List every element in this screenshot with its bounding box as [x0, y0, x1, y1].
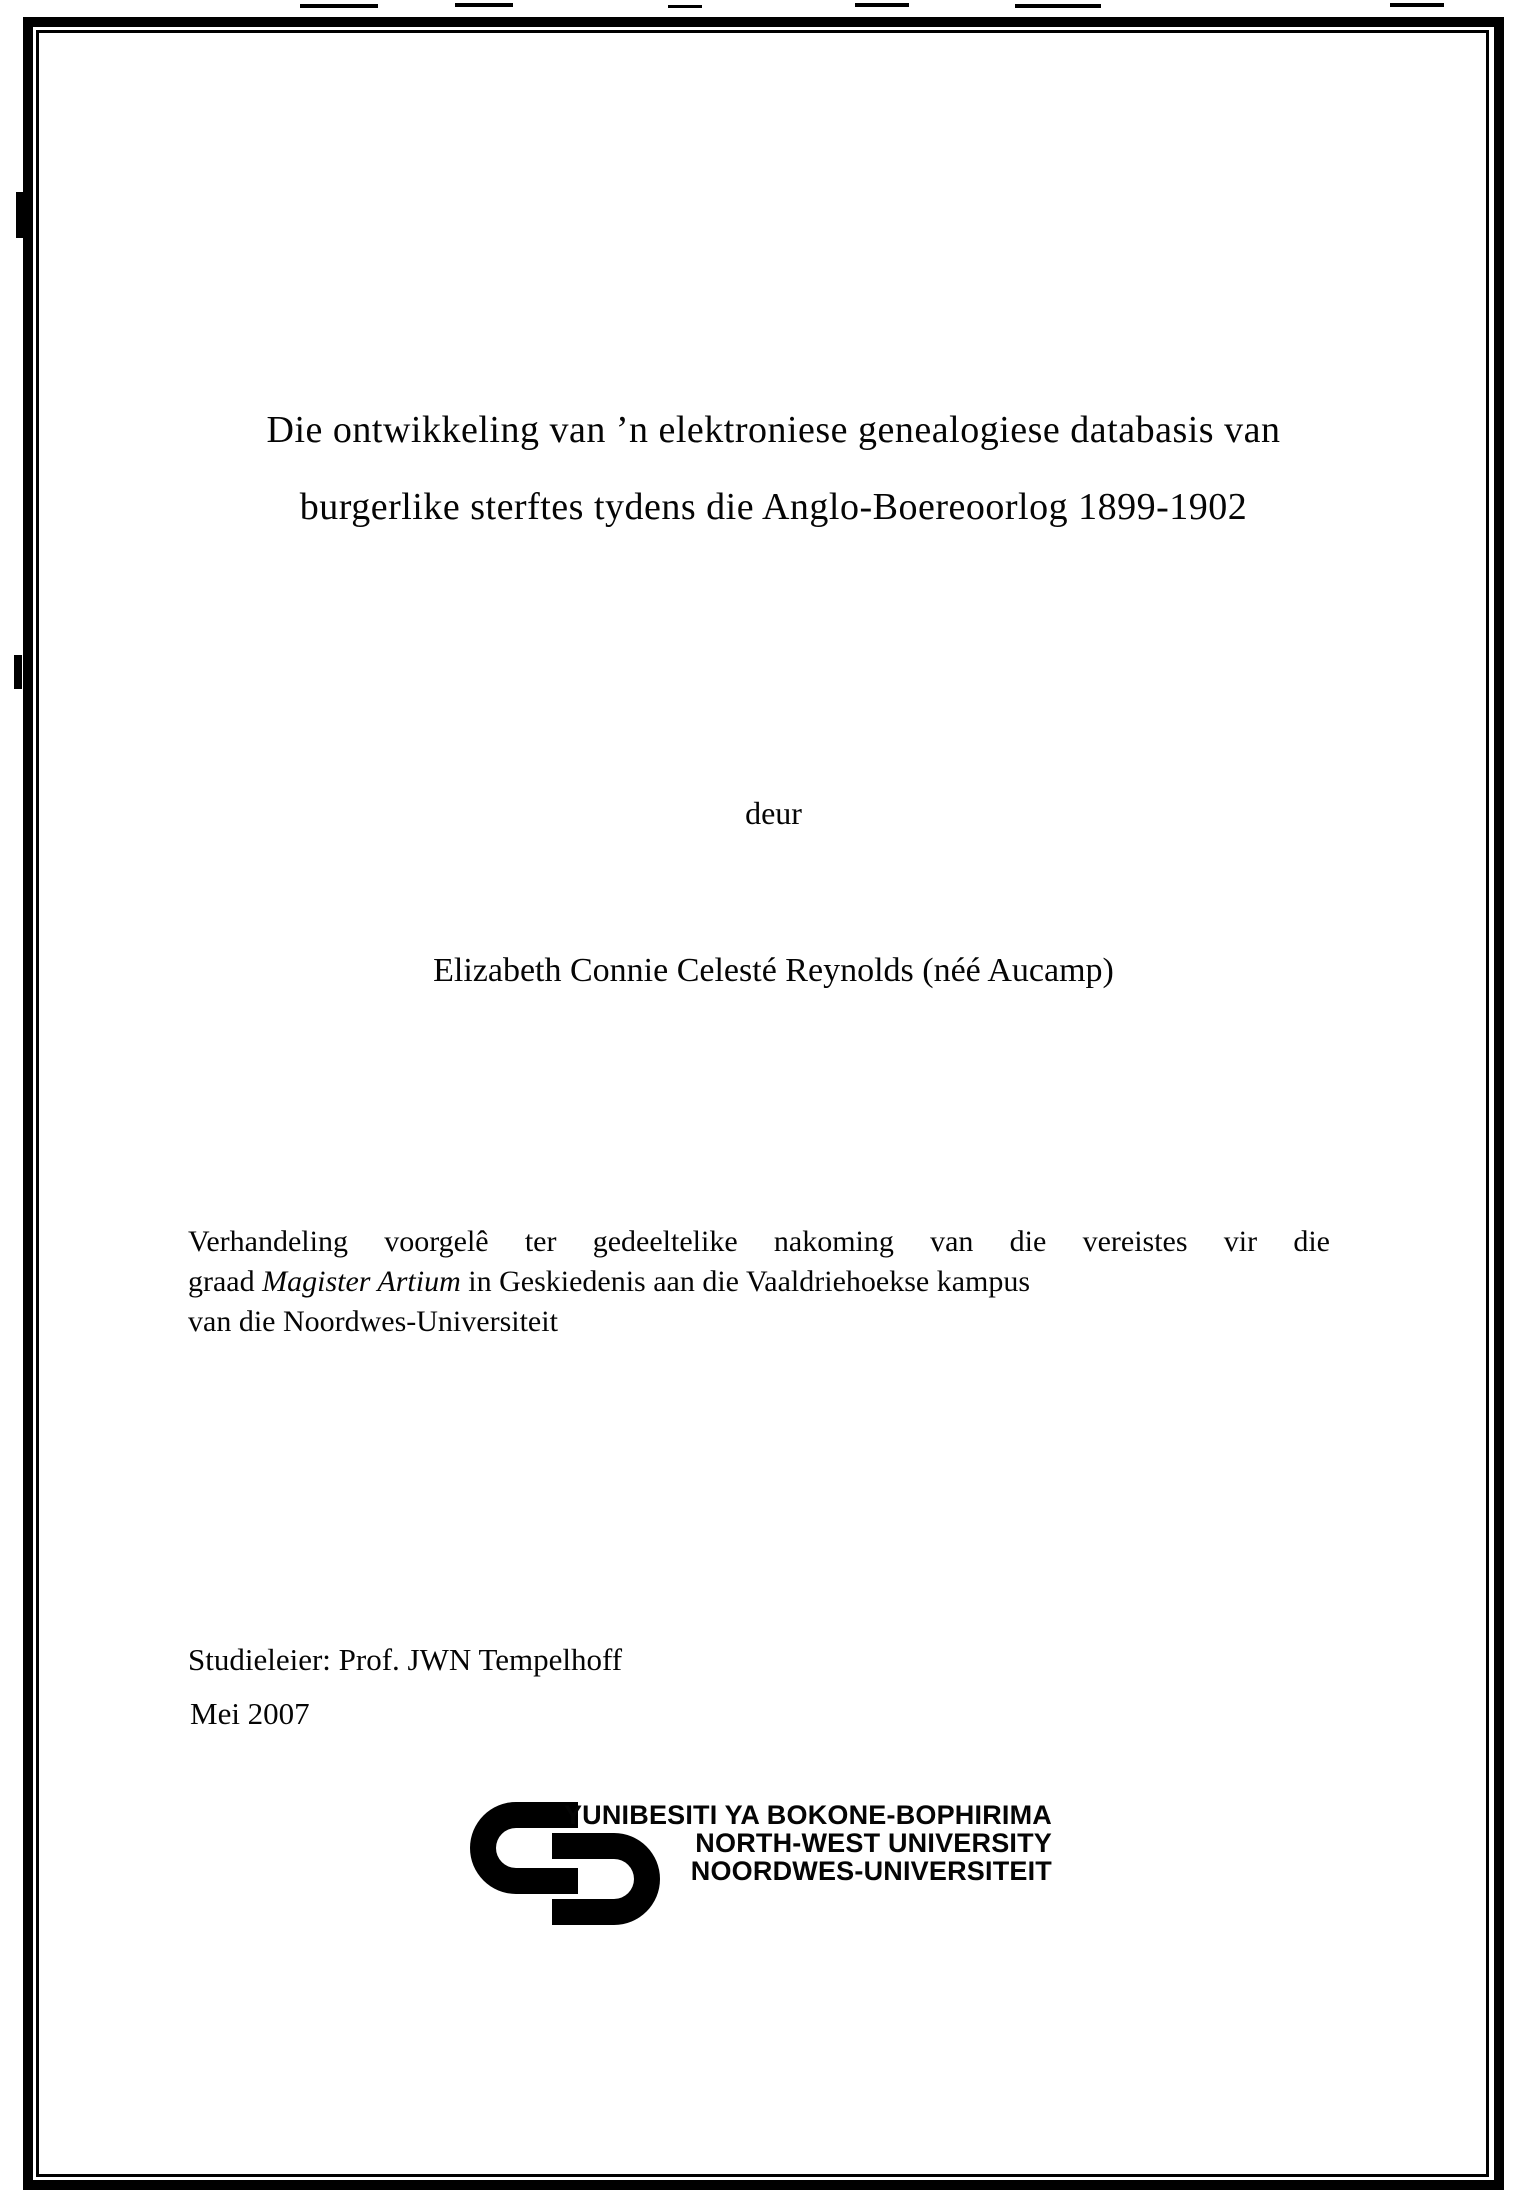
scan-artifact	[1390, 3, 1444, 7]
logo-line-afrikaans: NOORDWES-UNIVERSITEIT	[690, 1856, 1052, 1886]
logo-line-english: NORTH-WEST UNIVERSITY	[695, 1828, 1052, 1858]
degree-name: Magister Artium	[262, 1265, 461, 1298]
scan-artifact	[455, 3, 513, 7]
thesis-title-line2: burgerlike sterftes tydens die Anglo-Boereoorlog 1899-1902	[299, 486, 1248, 528]
declaration-line1: Verhandeling voorgelê ter gedeeltelike nakoming van die vereistes vir die	[188, 1225, 1330, 1258]
scan-artifact	[668, 5, 702, 8]
author-name: Elizabeth Connie Celesté Reynolds (néé Aucamp)	[433, 952, 1114, 989]
byline: deur	[745, 795, 802, 831]
thesis-title	[70, 392, 1477, 546]
scan-artifact	[855, 3, 909, 7]
thesis-title-line1: Die ontwikkeling van ’n elektroniese genealogiese databasis van	[266, 409, 1281, 451]
date-line: Mei 2007	[190, 1696, 310, 1731]
scan-artifact	[14, 655, 22, 689]
supervisor-line: Studieleier: Prof. JWN Tempelhoff	[188, 1642, 623, 1677]
declaration-line3: van die Noordwes-Universiteit	[188, 1305, 558, 1338]
declaration-line2-prefix: graad	[188, 1265, 263, 1298]
scan-artifact	[300, 4, 378, 8]
declaration-paragraph	[188, 1222, 1330, 1342]
scan-artifact	[1015, 4, 1101, 8]
declaration-line2	[188, 1262, 1330, 1302]
logo-line-setswana: YUNIBESITI YA BOKONE-BOPHIRIMA	[563, 1800, 1052, 1830]
declaration-line2-suffix: in Geskiedenis aan die Vaaldriehoekse kampus	[460, 1265, 1031, 1298]
scan-artifact	[16, 192, 23, 238]
university-logo-text	[560, 1801, 1052, 1885]
